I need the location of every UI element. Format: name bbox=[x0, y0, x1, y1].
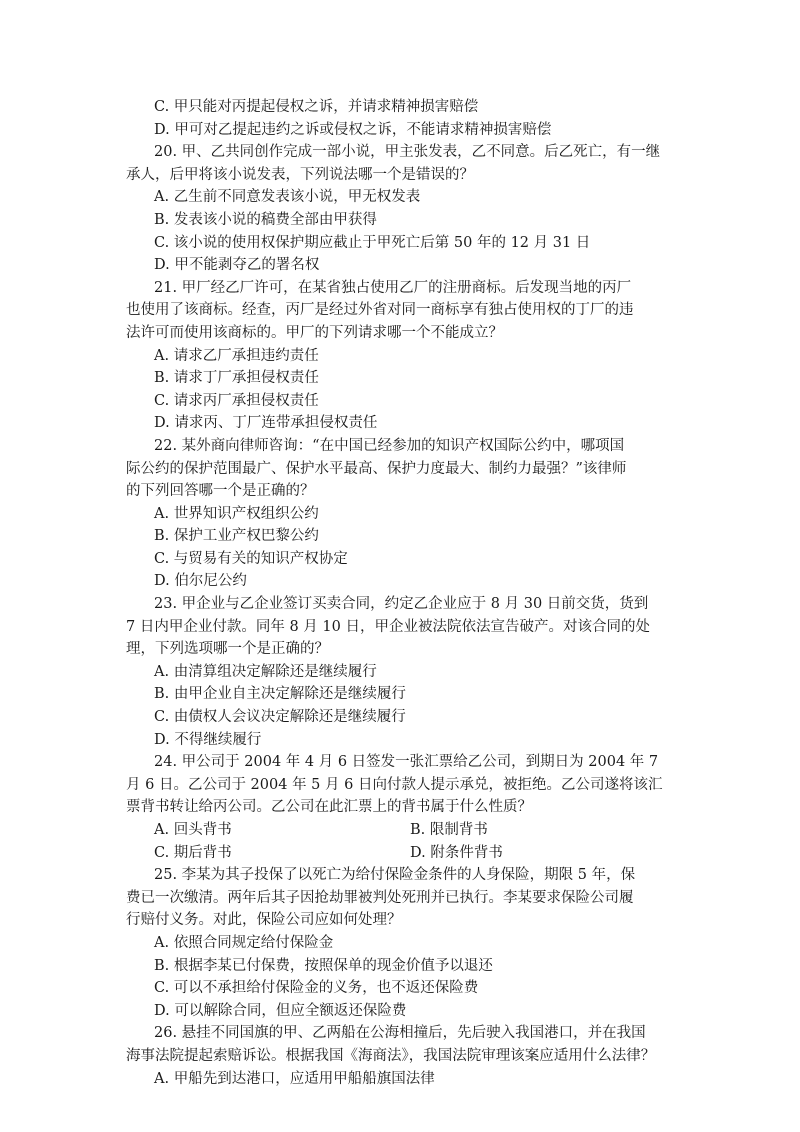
question-continuation-line: 的下列回答哪一个是正确的？ bbox=[126, 483, 315, 500]
option-line: A. 由清算组决定解除还是继续履行 bbox=[154, 663, 377, 680]
question-continuation-line: 承人，后甲将该小说发表，下列说法哪一个是错误的？ bbox=[126, 166, 474, 183]
option-line: B. 根据李某已付保费，按照保单的现金价值予以退还 bbox=[154, 957, 493, 974]
question-continuation-line: 行赔付义务。对此，保险公司应如何处理？ bbox=[126, 912, 402, 929]
option-d: D. 附条件背书 bbox=[410, 844, 503, 861]
option-line: D. 可以解除合同，但应全额返还保险费 bbox=[154, 1002, 407, 1019]
option-line: D. 不得继续履行 bbox=[154, 731, 262, 748]
question-continuation-line: 际公约的保护范围最广、保护水平最高、保护力度最大、制约力最强？”该律师 bbox=[126, 460, 627, 477]
option-line: D. 请求丙、丁厂连带承担侵权责任 bbox=[154, 415, 378, 432]
question-block-19-24 bbox=[110, 96, 692, 819]
option-b: B. 限制背书 bbox=[410, 822, 488, 838]
option-line: D. 甲可对乙提起违约之诉或侵权之诉，不能请求精神损害赔偿 bbox=[154, 121, 552, 138]
option-line: B. 发表该小说的稿费全部由甲获得 bbox=[154, 211, 377, 228]
option-line: C. 由债权人会议决定解除还是继续履行 bbox=[154, 709, 406, 726]
question-line: 25. 李某为其子投保了以死亡为给付保险金条件的人身保险，期限 5 年，保 bbox=[154, 867, 636, 884]
option-line: D. 伯尔尼公约 bbox=[154, 573, 247, 590]
option-line: A. 乙生前不同意发表该小说，甲无权发表 bbox=[154, 189, 421, 206]
option-line: C. 该小说的使用权保护期应截止于甲死亡后第 50 年的 12 月 31 日 bbox=[154, 234, 591, 251]
option-line: C. 甲只能对丙提起侵权之诉，并请求精神损害赔偿 bbox=[154, 99, 479, 115]
option-line: A. 世界知识产权组织公约 bbox=[154, 505, 319, 522]
option-line: A. 依照合同规定给付保险金 bbox=[154, 934, 334, 951]
question-continuation-line: 法许可而使用该商标的。甲厂的下列请求哪一个不能成立？ bbox=[126, 324, 503, 341]
option-line: B. 请求丁厂承担侵权责任 bbox=[154, 370, 319, 387]
question-continuation-line: 票背书转让给丙公司。乙公司在此汇票上的背书属于什么性质？ bbox=[126, 799, 532, 816]
question-line: 20. 甲、乙共同创作完成一部小说，甲主张发表，乙不同意。后乙死亡，有一继 bbox=[154, 144, 661, 161]
question-line: 22. 某外商向律师咨询：“在中国已经参加的知识产权国际公约中，哪项国 bbox=[154, 437, 625, 454]
question-continuation-line: 海事法院提起索赔诉讼。根据我国《海商法》，我国法院审理该案应适用什么法律？ bbox=[126, 1047, 656, 1064]
question-line: 24. 甲公司于 2004 年 4 月 6 日签发一张汇票给乙公司，到期日为 2004 年 7 bbox=[154, 754, 659, 771]
q24-options-row-2 bbox=[110, 842, 692, 865]
option-line: C. 请求丙厂承担侵权责任 bbox=[154, 392, 319, 409]
option-line: A. 甲船先到达港口，应适用甲船船旗国法律 bbox=[154, 1070, 435, 1087]
option-a: A. 回头背书 bbox=[154, 822, 232, 838]
question-block-25-26 bbox=[110, 864, 692, 1090]
question-continuation-line: 也使用了该商标。经查，丙厂是经过外省对同一商标享有独占使用权的丁厂的违 bbox=[126, 302, 634, 319]
option-line: C. 与贸易有关的知识产权协定 bbox=[154, 550, 348, 567]
question-continuation-line: 月 6 日。乙公司于 2004 年 5 月 6 日向付款人提示承兑，被拒绝。乙公司遂将该汇 bbox=[126, 776, 663, 793]
option-line: B. 由甲企业自主决定解除还是继续履行 bbox=[154, 686, 406, 703]
question-line: 21. 甲厂经乙厂许可，在某省独占使用乙厂的注册商标。后发现当地的丙厂 bbox=[154, 279, 632, 296]
q24-options-row-1 bbox=[110, 819, 692, 842]
question-line: 23. 甲企业与乙企业签订买卖合同，约定乙企业应于 8 月 30 日前交货，货到 bbox=[154, 596, 649, 613]
option-c: C. 期后背书 bbox=[154, 844, 232, 861]
question-line: 26. 悬挂不同国旗的甲、乙两船在公海相撞后，先后驶入我国港口，并在我国 bbox=[154, 1025, 646, 1042]
option-line: D. 甲不能剥夺乙的署名权 bbox=[154, 257, 320, 274]
option-line: A. 请求乙厂承担违约责任 bbox=[154, 347, 319, 364]
option-line: B. 保护工业产权巴黎公约 bbox=[154, 528, 319, 545]
question-continuation-line: 7 日内甲企业付款。同年 8 月 10 日，甲企业被法院依法宣告破产。对该合同的处 bbox=[126, 618, 650, 635]
question-continuation-line: 理，下列选项哪一个是正确的？ bbox=[126, 641, 329, 658]
question-continuation-line: 费已一次缴清。两年后其子因抢劫罪被判处死刑并已执行。李某要求保险公司履 bbox=[126, 889, 634, 906]
option-line: C. 可以不承担给付保险金的义务，也不返还保险费 bbox=[154, 980, 479, 997]
